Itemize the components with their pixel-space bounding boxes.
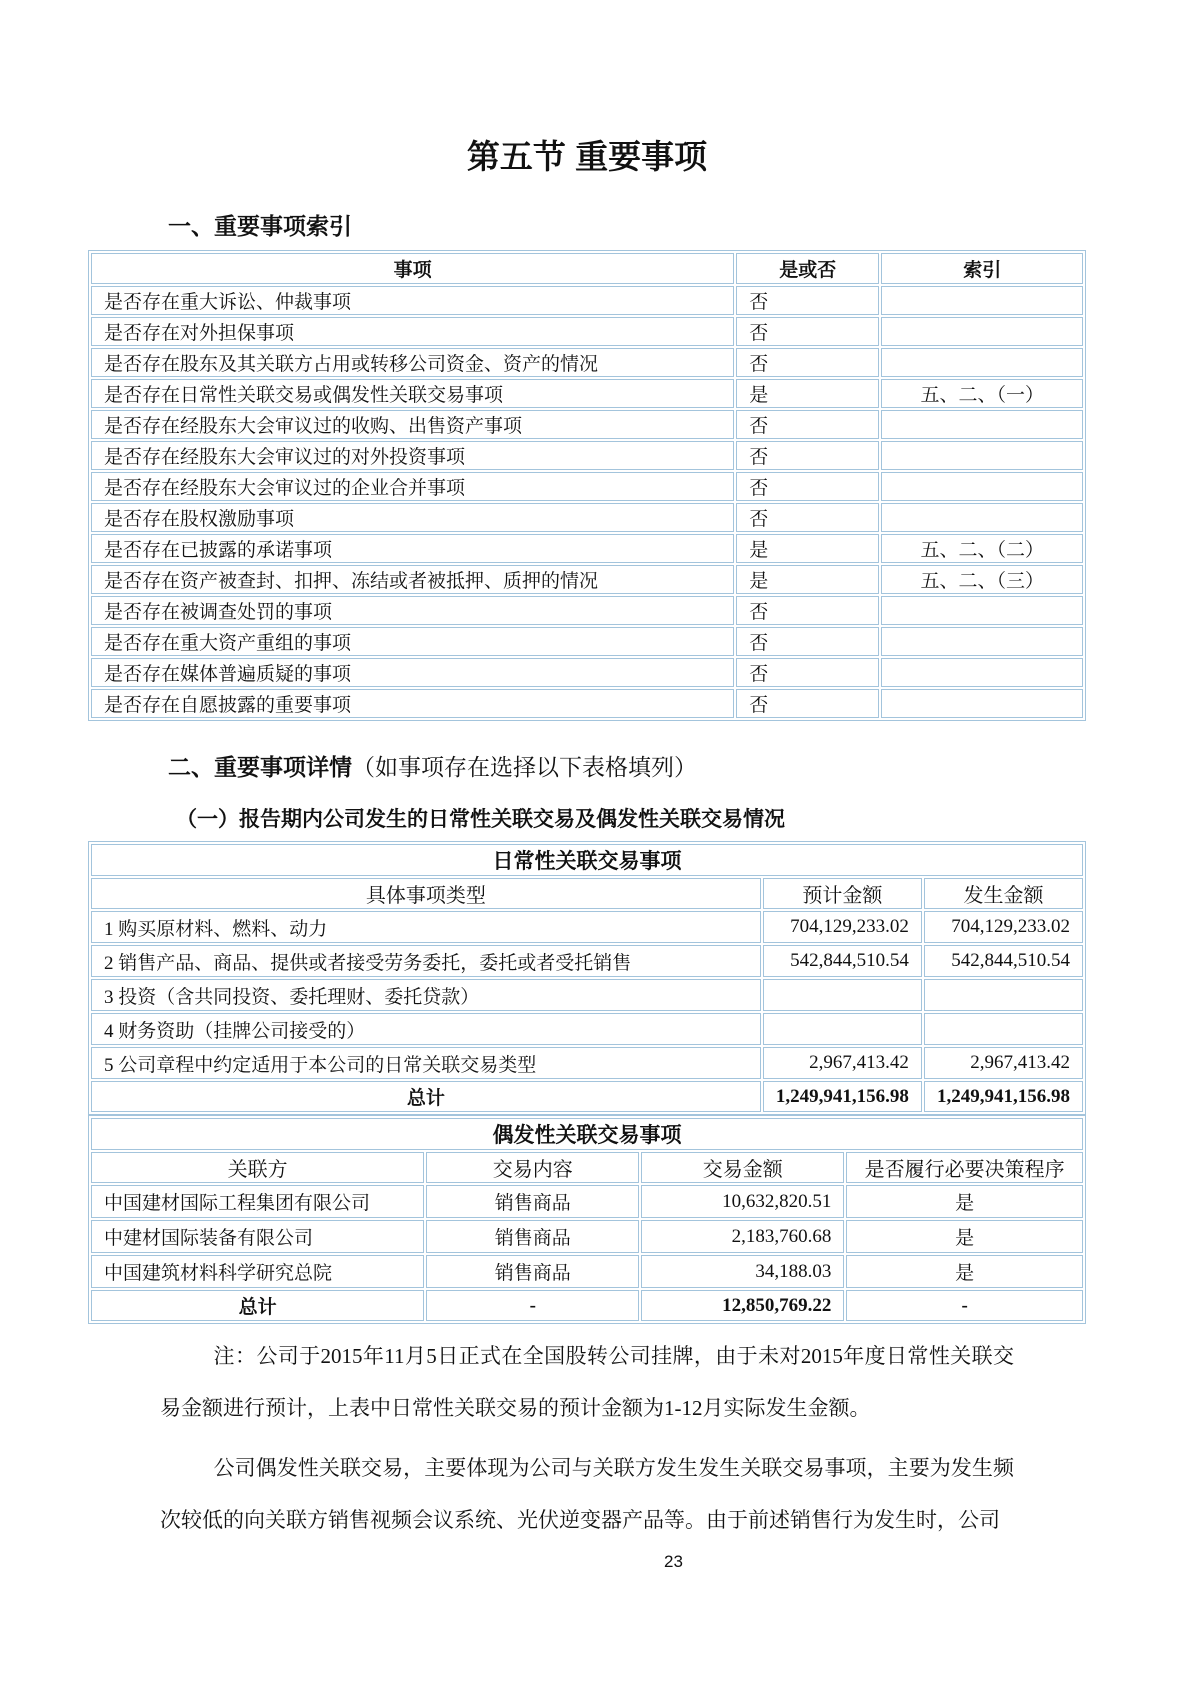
header-transaction-type: 具体事项类型 <box>91 878 761 909</box>
actual-amount-cell: 542,844,510.54 <box>924 945 1083 977</box>
related-party-cell: 中国建筑材料科学研究总院 <box>91 1255 424 1288</box>
header-expected-amount: 预计金额 <box>763 878 922 909</box>
actual-amount-cell: 704,129,233.02 <box>924 911 1083 943</box>
expected-amount-cell: 542,844,510.54 <box>763 945 922 977</box>
transaction-type-cell: 2 销售产品、商品、提供或者接受劳务委托，委托或者受托销售 <box>91 945 761 977</box>
actual-amount-cell <box>924 1013 1083 1045</box>
table-row <box>91 1255 1083 1288</box>
matter-cell: 是否存在重大诉讼、仲裁事项 <box>91 286 734 315</box>
yes-no-cell: 否 <box>736 627 879 656</box>
daily-total-row <box>91 1081 1083 1112</box>
table-row <box>91 379 1083 408</box>
matter-cell: 是否存在已披露的承诺事项 <box>91 534 734 563</box>
occasional-section-title: 偶发性关联交易事项 <box>91 1118 1083 1150</box>
expected-amount-cell: 704,129,233.02 <box>763 911 922 943</box>
total-actual-amount: 1,249,941,156.98 <box>924 1081 1083 1112</box>
section2-heading <box>168 751 1086 783</box>
daily-section-title: 日常性关联交易事项 <box>91 844 1083 876</box>
yes-no-cell: 否 <box>736 317 879 346</box>
yes-no-cell: 是 <box>736 534 879 563</box>
yes-no-cell: 否 <box>736 658 879 687</box>
yes-no-cell: 否 <box>736 472 879 501</box>
matter-cell: 是否存在资产被查封、扣押、冻结或者被抵押、质押的情况 <box>91 565 734 594</box>
table-row <box>91 441 1083 470</box>
occasional-total-row <box>91 1290 1083 1321</box>
table-row <box>91 689 1083 718</box>
yes-no-cell: 是 <box>736 565 879 594</box>
expected-amount-cell: 2,967,413.42 <box>763 1047 922 1079</box>
transaction-type-cell: 1 购买原材料、燃料、动力 <box>91 911 761 943</box>
daily-header-row <box>91 878 1083 909</box>
yes-no-cell: 否 <box>736 503 879 532</box>
table-row <box>91 1013 1083 1045</box>
expected-amount-cell <box>763 1013 922 1045</box>
transaction-content-cell: 销售商品 <box>426 1185 639 1218</box>
decision-procedure-cell: 是 <box>846 1185 1083 1218</box>
transaction-type-cell: 4 财务资助（挂牌公司接受的） <box>91 1013 761 1045</box>
index-ref-cell <box>881 627 1083 656</box>
table-row <box>91 286 1083 315</box>
header-index-ref: 索引 <box>881 253 1083 284</box>
header-matter: 事项 <box>91 253 734 284</box>
total-label: 总计 <box>91 1081 761 1112</box>
section2-sub-heading: （一）报告期内公司发生的日常性关联交易及偶发性关联交易情况 <box>176 807 785 831</box>
index-ref-cell: 五、二、（三） <box>881 565 1083 594</box>
matter-cell: 是否存在媒体普遍质疑的事项 <box>91 658 734 687</box>
transaction-content-cell: 销售商品 <box>426 1220 639 1253</box>
yes-no-cell: 否 <box>736 410 879 439</box>
table-row <box>91 348 1083 377</box>
index-ref-cell <box>881 658 1083 687</box>
total-expected-amount: 1,249,941,156.98 <box>763 1081 922 1112</box>
footnotes <box>160 1330 1014 1546</box>
table-row <box>91 596 1083 625</box>
transaction-amount-cell: 10,632,820.51 <box>641 1185 844 1218</box>
yes-no-cell: 否 <box>736 689 879 718</box>
index-ref-cell <box>881 503 1083 532</box>
transaction-amount-cell: 34,188.03 <box>641 1255 844 1288</box>
matter-cell: 是否存在自愿披露的重要事项 <box>91 689 734 718</box>
index-ref-cell <box>881 441 1083 470</box>
occasional-related-transactions-table <box>88 1115 1086 1324</box>
table-row <box>91 410 1083 439</box>
index-ref-cell: 五、二、（二） <box>881 534 1083 563</box>
matter-cell: 是否存在经股东大会审议过的对外投资事项 <box>91 441 734 470</box>
section2-heading-note: （如事项存在选择以下表格填列） <box>352 754 697 780</box>
total-transaction-amount: 12,850,769.22 <box>641 1290 844 1321</box>
table-row <box>91 317 1083 346</box>
total-content-dash: - <box>426 1290 639 1321</box>
table-row <box>91 503 1083 532</box>
header-transaction-amount: 交易金额 <box>641 1152 844 1183</box>
table-row <box>91 1220 1083 1253</box>
yes-no-cell: 否 <box>736 441 879 470</box>
matter-cell: 是否存在日常性关联交易或偶发性关联交易事项 <box>91 379 734 408</box>
index-ref-cell <box>881 348 1083 377</box>
transaction-amount-cell: 2,183,760.68 <box>641 1220 844 1253</box>
transaction-type-cell: 3 投资（含共同投资、委托理财、委托贷款） <box>91 979 761 1011</box>
yes-no-cell: 否 <box>736 348 879 377</box>
table-row <box>91 472 1083 501</box>
index-table-header-row <box>91 253 1083 284</box>
matter-cell: 是否存在经股东大会审议过的企业合并事项 <box>91 472 734 501</box>
actual-amount-cell: 2,967,413.42 <box>924 1047 1083 1079</box>
matter-cell: 是否存在重大资产重组的事项 <box>91 627 734 656</box>
matter-cell: 是否存在被调查处罚的事项 <box>91 596 734 625</box>
page-title: 第五节 重要事项 <box>466 138 708 175</box>
table-row <box>91 565 1083 594</box>
index-ref-cell <box>881 472 1083 501</box>
table-row <box>91 1185 1083 1218</box>
page-number: 23 <box>664 1552 683 1571</box>
index-ref-cell <box>881 689 1083 718</box>
index-ref-cell <box>881 596 1083 625</box>
index-ref-cell <box>881 286 1083 315</box>
matter-cell: 是否存在对外担保事项 <box>91 317 734 346</box>
header-related-party: 关联方 <box>91 1152 424 1183</box>
table-row <box>91 1047 1083 1079</box>
occasional-section-title-row <box>91 1118 1083 1150</box>
actual-amount-cell <box>924 979 1083 1011</box>
daily-section-title-row <box>91 844 1083 876</box>
table-row <box>91 911 1083 943</box>
index-ref-cell <box>881 410 1083 439</box>
table-row <box>91 627 1083 656</box>
transaction-content-cell: 销售商品 <box>426 1255 639 1288</box>
decision-procedure-cell: 是 <box>846 1255 1083 1288</box>
important-matters-index-table <box>88 250 1086 721</box>
section2-heading-bold: 二、重要事项详情 <box>168 754 352 780</box>
index-ref-cell <box>881 317 1083 346</box>
index-ref-cell: 五、二、（一） <box>881 379 1083 408</box>
expected-amount-cell <box>763 979 922 1011</box>
header-actual-amount: 发生金额 <box>924 878 1083 909</box>
yes-no-cell: 是 <box>736 379 879 408</box>
header-transaction-content: 交易内容 <box>426 1152 639 1183</box>
matter-cell: 是否存在股权激励事项 <box>91 503 734 532</box>
related-party-cell: 中建材国际装备有限公司 <box>91 1220 424 1253</box>
matter-cell: 是否存在经股东大会审议过的收购、出售资产事项 <box>91 410 734 439</box>
note-paragraph-2: 公司偶发性关联交易，主要体现为公司与关联方发生发生关联交易事项，主要为发生频次较低的向关联方销售视频会议系统、光伏逆变器产品等。由于前述销售行为发生时，公司 <box>160 1456 1014 1532</box>
total-procedure-dash: - <box>846 1290 1083 1321</box>
yes-no-cell: 否 <box>736 286 879 315</box>
table-row <box>91 658 1083 687</box>
table-row <box>91 979 1083 1011</box>
table-row <box>91 945 1083 977</box>
page-content <box>88 210 1086 1546</box>
daily-related-transactions-table <box>88 841 1086 1115</box>
transaction-type-cell: 5 公司章程中约定适用于本公司的日常关联交易类型 <box>91 1047 761 1079</box>
decision-procedure-cell: 是 <box>846 1220 1083 1253</box>
header-decision-procedure: 是否履行必要决策程序 <box>846 1152 1083 1183</box>
total-label: 总计 <box>91 1290 424 1321</box>
yes-no-cell: 否 <box>736 596 879 625</box>
matter-cell: 是否存在股东及其关联方占用或转移公司资金、资产的情况 <box>91 348 734 377</box>
table-row <box>91 534 1083 563</box>
header-yes-or-no: 是或否 <box>736 253 879 284</box>
related-party-cell: 中国建材国际工程集团有限公司 <box>91 1185 424 1218</box>
occasional-header-row <box>91 1152 1083 1183</box>
section1-heading: 一、重要事项索引 <box>168 213 352 239</box>
note-paragraph-1: 注：公司于2015年11月5日正式在全国股转公司挂牌，由于未对2015年度日常性关联交易金额进行预计，上表中日常性关联交易的预计金额为1-12月实际发生金额。 <box>160 1344 1014 1420</box>
